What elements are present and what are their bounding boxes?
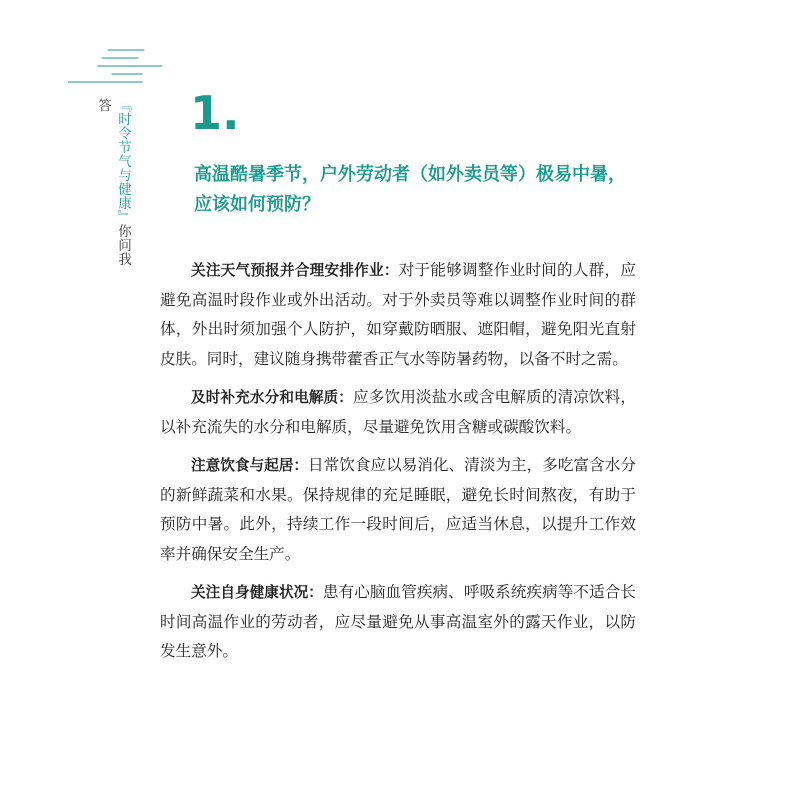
decorative-lines-icon [68,46,164,96]
paragraph [160,256,636,374]
book-title-open-bracket: 『 [115,98,131,112]
book-title-vertical [95,98,133,268]
paragraph-lead: 关注天气预报并合理安排作业： [191,262,399,279]
paragraph-lead: 注意饮食与起居： [191,457,308,474]
paragraph-lead: 关注自身健康状况： [191,584,323,601]
book-title-close-bracket: 』 [115,210,131,224]
book-subtitle: 你问我答 [95,98,131,266]
paragraph [160,578,636,667]
question-title [194,160,634,220]
question-number: 1. [190,86,240,140]
paragraph-text: 应多饮用淡盐水或含电解质的清凉饮料，以补充流失的水分和电解质，尽量避免饮用含糖或碳酸饮料。 [160,388,636,436]
paragraph-lead: 及时补充水分和电解质： [191,389,354,406]
paragraph-text: 对于能够调整作业时间的人群，应避免高温时段作业或外出活动。对于外卖员等难以调整作业时间的群体，外出时须加强个人防护，如穿戴防晒服、遮阳帽，避免阳光直射皮肤。同时，建议随身携带藿香正气水等防暑药物，以备不时之需。 [160,261,636,368]
book-title: 时令节气与健康 [115,112,131,210]
question-title-line-2: 应该如何预防？ [194,194,320,215]
paragraph-text: 患有心脑血管疾病、呼吸系统疾病等不适合长时间高温作业的劳动者，应尽量避免从事高温室外的露天作业，以防发生意外。 [160,583,636,660]
paragraph [160,383,636,442]
paragraph-text: 日常饮食应以易消化、清淡为主，多吃富含水分的新鲜蔬菜和水果。保持规律的充足睡眠，避免长时间熬夜，有助于预防中暑。此外，持续工作一段时间后，应适当休息，以提升工作效率并确保安全生产。 [160,456,636,563]
answer-body [160,256,636,676]
question-title-line-1: 高温酷暑季节，户外劳动者（如外卖员等）极易中暑， [194,164,626,185]
paragraph [160,451,636,569]
